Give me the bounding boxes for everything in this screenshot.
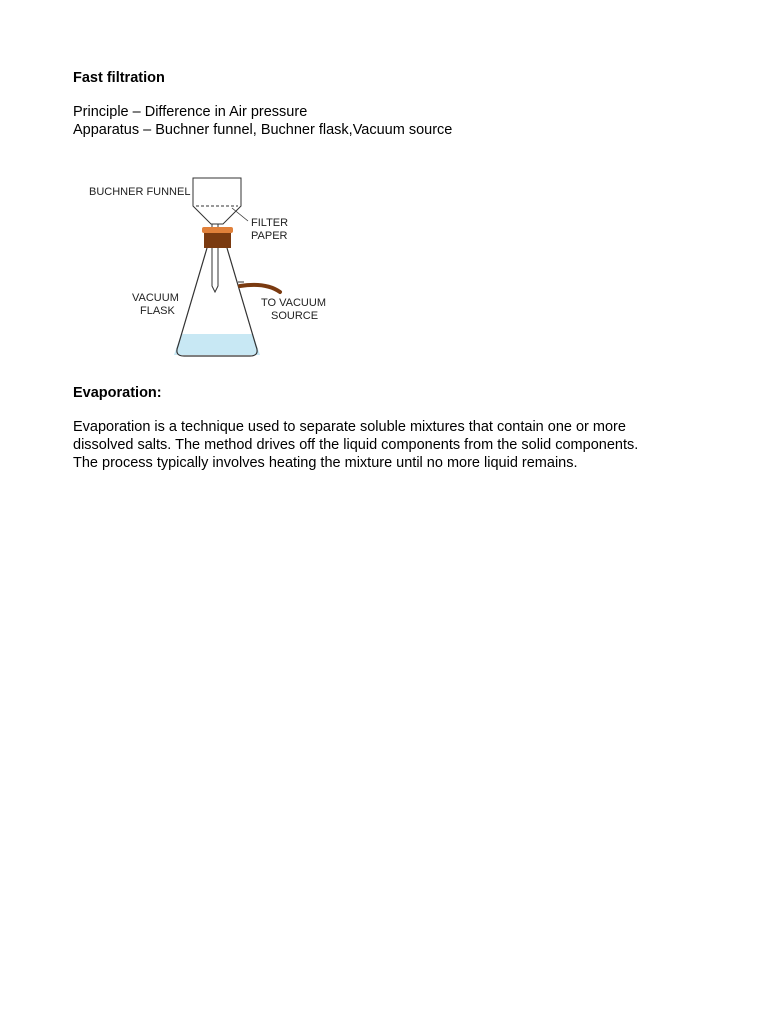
label-vacuum-flask-line1: VACUUM <box>132 292 179 304</box>
fast-filtration-heading: Fast filtration <box>73 70 165 86</box>
label-filter-line1: FILTER <box>251 217 289 229</box>
evaporation-body-line: The process typically involves heating the mixture until no more liquid remains. <box>73 455 578 471</box>
filter-leader-line <box>232 208 248 221</box>
stopper-band <box>202 227 233 233</box>
evaporation-heading: Evaporation: <box>73 385 162 401</box>
principle-line: Principle – Difference in Air pressure <box>73 104 308 120</box>
evaporation-body-line: Evaporation is a technique used to separate soluble mixtures that contain one or more <box>73 419 626 435</box>
label-vacuum-flask-line2: FLASK <box>140 305 175 317</box>
label-buchner-funnel: BUCHNER FUNNEL <box>89 186 191 198</box>
buchner-funnel <box>193 178 241 224</box>
vacuum-filtration-diagram <box>80 168 340 368</box>
flask-liquid <box>174 334 260 355</box>
label-vacuum-source-line2: SOURCE <box>271 310 319 322</box>
vacuum-hose <box>240 285 280 292</box>
apparatus-line: Apparatus – Buchner funnel, Buchner flask,Vacuum source <box>73 122 453 138</box>
evaporation-body-line: dissolved salts. The method drives off the liquid components from the solid components. <box>73 437 639 453</box>
stopper <box>204 232 231 248</box>
label-vacuum-source-line1: TO VACUUM <box>261 297 326 309</box>
label-filter-line2: PAPER <box>251 230 288 242</box>
